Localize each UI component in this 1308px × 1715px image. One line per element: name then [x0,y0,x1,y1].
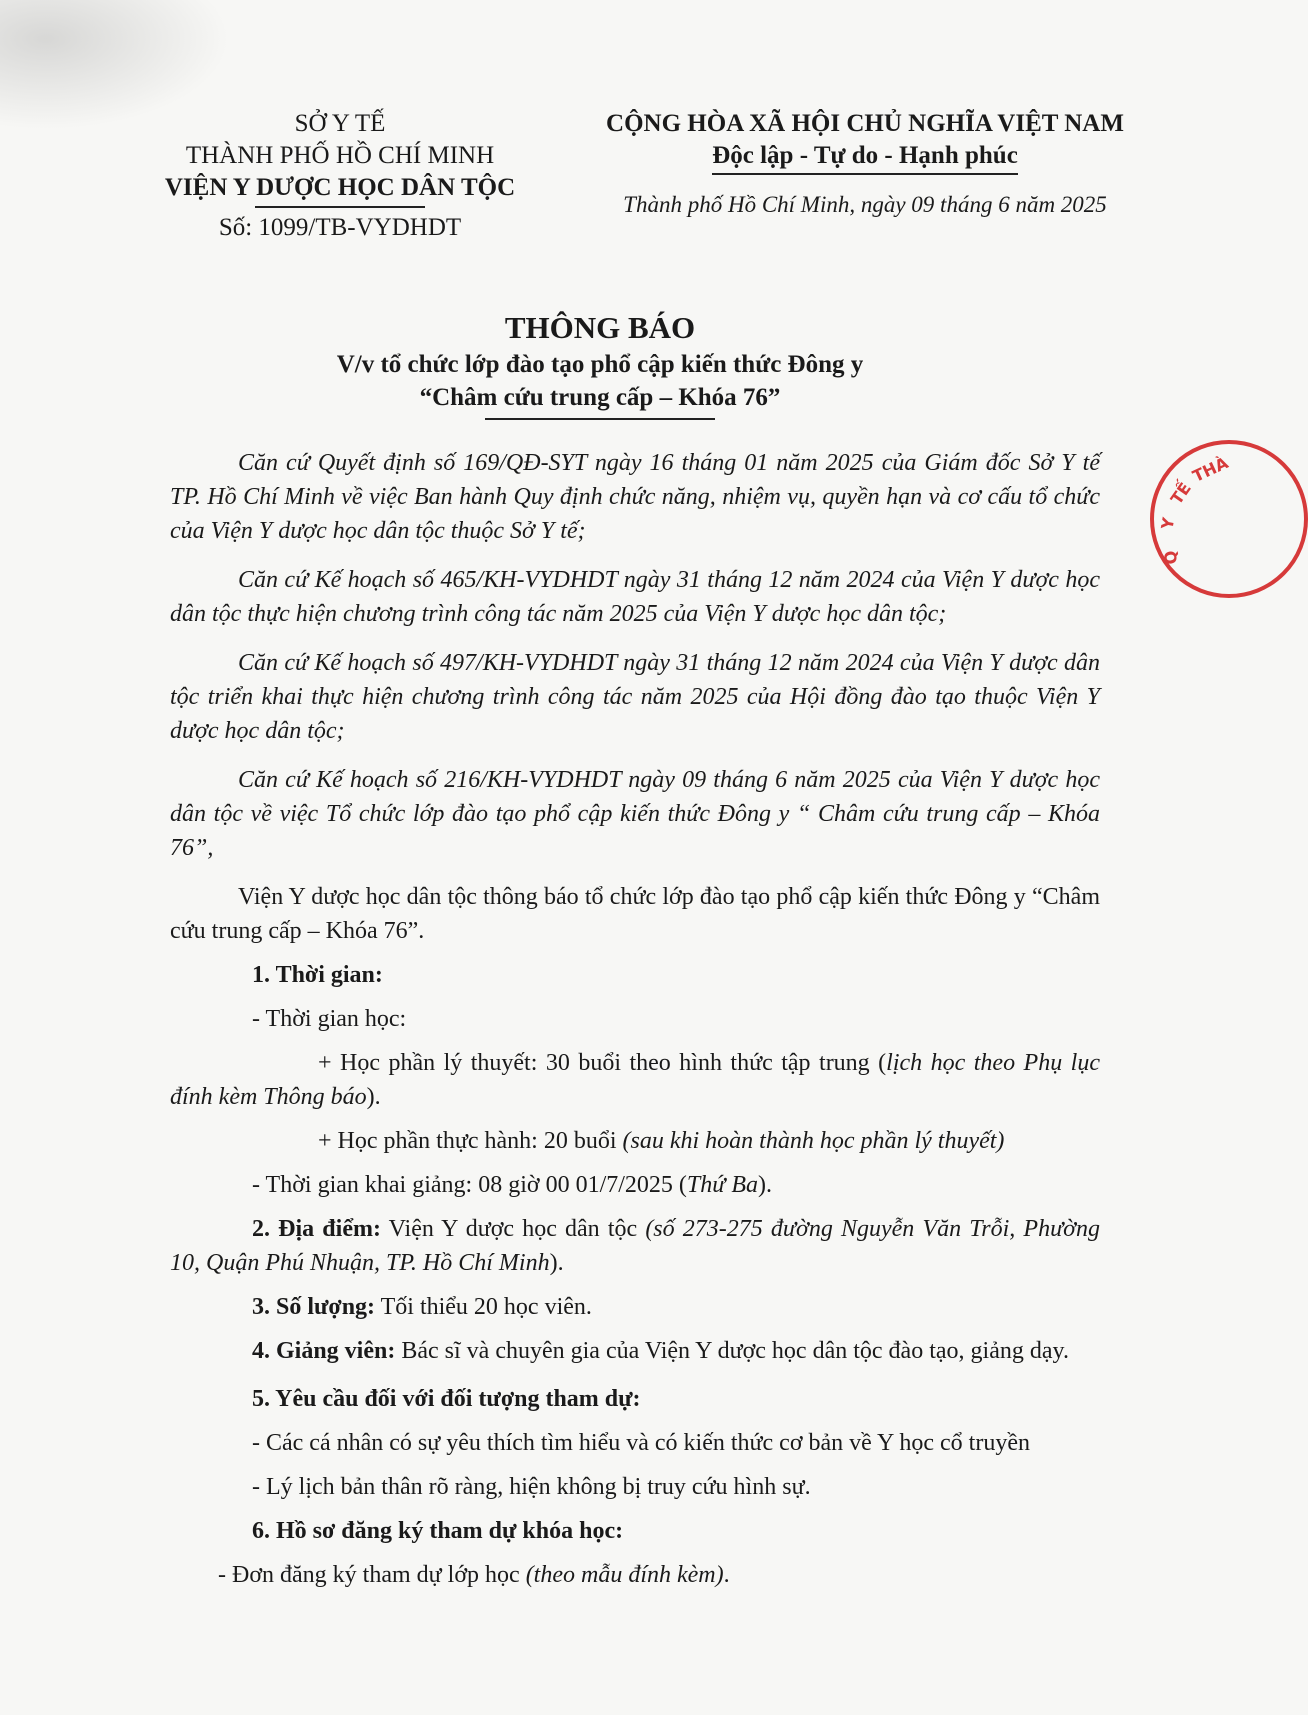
quantity-text: Tối thiểu 20 học viên. [375,1294,592,1320]
document-subject-2: “Châm cứu trung cấp – Khóa 76” [419,384,781,411]
section-1-item-study-time: - Thời gian học: [252,1006,407,1032]
registration-end: . [723,1562,730,1588]
location-address: (số 273-275 đường Nguyễn Văn Trỗi, Phường 10, Quận Phú Nhuận, TP. Hồ Chí Minh [170,1216,1100,1276]
section-5-item-1: - Các cá nhân có sự yêu thích tìm hiểu và có kiến thức cơ bản về Y học cổ truyền [252,1430,1030,1456]
section-3-quantity [170,1290,1100,1324]
document-subject-1: V/v tổ chức lớp đào tạo phổ cập kiến thức Đông y [336,351,864,378]
section-2-label: 2. Địa điểm: [252,1216,381,1242]
opening-day: Thứ Ba [686,1172,759,1198]
section-1-opening [170,1168,1100,1202]
section-6-item-1 [170,1558,1100,1592]
section-4-label: 4. Giảng viên: [252,1338,396,1364]
authority-underline [255,206,425,208]
authority-line-2: THÀNH PHỐ HỒ CHÍ MINH [185,142,495,169]
practice-text: + Học phần thực hành: 20 buổi [318,1128,623,1154]
registration-text: - Đơn đăng ký tham dự lớp học [218,1562,526,1588]
section-5-item-2: - Lý lịch bản thân rõ ràng, hiện không bị truy cứu hình sự. [252,1474,811,1500]
practice-note: (sau khi hoàn thành học phần lý thuyết) [622,1128,1005,1154]
section-1-theory [170,1046,1100,1114]
document-title: THÔNG BÁO [504,310,696,345]
section-1-practice [170,1124,1100,1158]
country-name: CỘNG HÒA XÃ HỘI CHỦ NGHĨA VIỆT NAM [606,110,1124,137]
section-4-lecturers [170,1334,1100,1368]
section-5-heading: 5. Yêu cầu đối với đối tượng tham dự: [252,1386,641,1412]
national-heading [580,108,1150,221]
opening-end: ). [758,1172,773,1198]
section-1-heading: 1. Thời gian: [252,962,383,988]
authority-line-3: VIỆN Y DƯỢC HỌC DÂN TỘC [164,174,516,201]
basis-paragraph-3: Căn cứ Kế hoạch số 497/KH-VYDHDT ngày 31 tháng 12 năm 2024 của Viện Y dược dân tộc triển khai thực hiện chương trình công tác năm 2025 của Hội đồng đào tạo thuộc Viện Y dược học dân tộc; [170,650,1100,744]
location-end: ). [549,1250,564,1276]
theory-note: lịch học theo Phụ lục đính kèm Thông báo [170,1050,1100,1110]
registration-note: (theo mẫu đính kèm) [525,1562,724,1588]
issuing-authority [140,108,540,244]
title-underline [485,418,715,420]
basis-paragraph-2: Căn cứ Kế hoạch số 465/KH-VYDHDT ngày 31 tháng 12 năm 2024 của Viện Y dược học dân tộc thực hiện chương trình công tác năm 2025 của Viện Y dược học dân tộc; [170,567,1100,627]
section-2-location [170,1212,1100,1280]
lecturers-text: Bác sĩ và chuyên gia của Viện Y dược học dân tộc đào tạo, giảng dạy. [395,1338,1069,1364]
document-body [170,446,1100,1602]
section-3-label: 3. Số lượng: [252,1294,376,1320]
document-title-block [0,308,1200,420]
theory-text: + Học phần lý thuyết: 30 buổi theo hình thức tập trung ( [318,1050,887,1076]
section-6-heading: 6. Hồ sơ đăng ký tham dự khóa học: [252,1518,624,1544]
red-stamp-seal: Y TẾ THÀ Q [1150,440,1308,598]
basis-paragraph-4: Căn cứ Kế hoạch số 216/KH-VYDHDT ngày 09 tháng 6 năm 2025 của Viện Y dược học dân tộc về việc Tổ chức lớp đào tạo phổ cập kiến thức Đông y “ Châm cứu trung cấp – Khóa 76”, [170,767,1100,861]
announcement-paragraph: Viện Y dược học dân tộc thông báo tổ chức lớp đào tạo phổ cập kiến thức Đông y “Châm cứu trung cấp – Khóa 76”. [170,884,1100,944]
basis-paragraph-1: Căn cứ Quyết định số 169/QĐ-SYT ngày 16 tháng 01 năm 2025 của Giám đốc Sở Y tế TP. Hồ Chí Minh về việc Ban hành Quy định chức năng, nhiệm vụ, quyền hạn và cơ cấu tổ chức của Viện Y dược học dân tộc thuộc Sở Y tế; [170,450,1100,544]
theory-end: ). [366,1084,381,1110]
location-text: Viện Y dược học dân tộc [380,1216,646,1242]
document-date: Thành phố Hồ Chí Minh, ngày 09 tháng 6 năm 2025 [623,192,1107,217]
national-motto: Độc lập - Tự do - Hạnh phúc [712,140,1018,175]
authority-line-1: SỞ Y TẾ [294,110,386,137]
document-number: Số: 1099/TB-VYDHDT [218,214,462,241]
opening-text: - Thời gian khai giảng: 08 giờ 00 01/7/2025 ( [252,1172,687,1198]
